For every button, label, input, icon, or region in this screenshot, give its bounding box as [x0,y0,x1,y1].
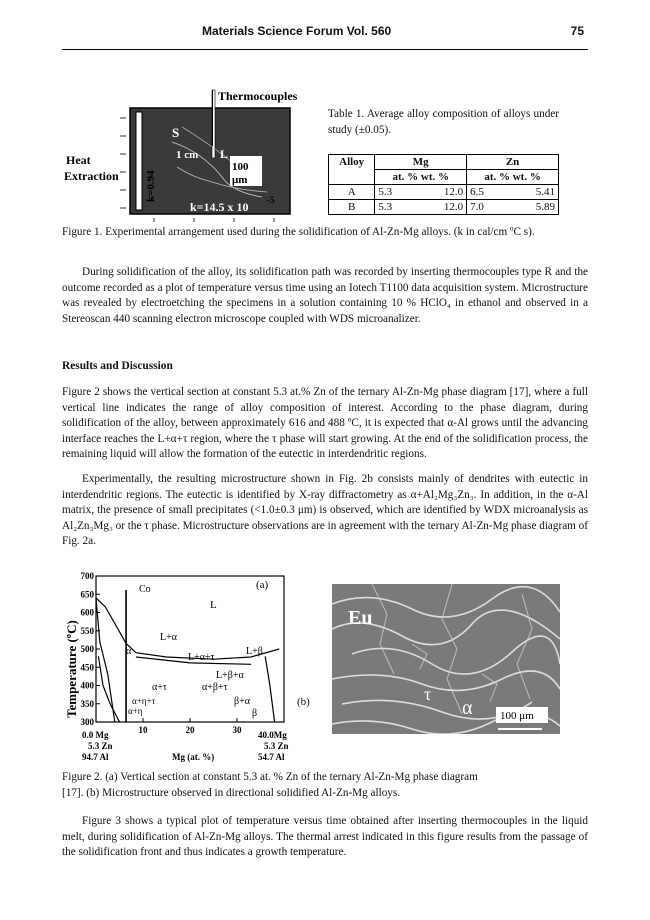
cell-zn-wt: 5.89 [535,201,555,213]
fig2a-xleft-1: 0.0 Mg [82,730,109,740]
section-heading: Results and Discussion [62,360,173,372]
figure1-arrangement [62,82,322,222]
table1-header-mg: Mg [375,155,467,170]
cell-mg-wt: 12.0 [443,201,464,213]
table-row [329,185,559,200]
y-tick-label: 550 [80,625,94,636]
table1-cell-zn [467,200,559,215]
micro-eu-label: Eu [348,607,373,629]
y-tick-label: 300 [80,717,94,727]
table1-header-zn-units: at. % wt. % [467,170,559,185]
figure2-caption-line2: [17]. (b) Microstructure observed in directional solidified Al-Zn-Mg alloys. [62,787,401,799]
journal-title: Materials Science Forum Vol. 560 [202,24,392,38]
table1-cell-mg [375,185,467,200]
table1-header-zn: Zn [467,155,559,170]
x-tick-label: 10 [138,725,148,735]
region-label: α+β+τ [202,682,228,693]
fig1-k-side: k=0.94 [145,170,157,202]
fig1-thermocouples-label: Thermocouples [218,89,298,103]
region-label: L+β+α [216,670,244,681]
figure2-caption-line1: Figure 2. (a) Vertical section at constant 5.3 at. % Zn of the ternary Al-Zn-Mg phase diagram [62,771,478,783]
region-label: L+α+τ [188,652,215,663]
y-tick-label: 350 [80,698,94,709]
region-label: L+β [246,646,263,657]
cell-mg-at: 5.3 [378,186,393,198]
table1-header-alloy: Alloy [329,155,375,185]
table1-cell-zn [467,185,559,200]
region-label: α+τ [152,682,167,693]
table1-caption: Table 1. Average alloy composition of alloys under study (±0.05). [328,108,559,136]
fig2a-panel-label: (a) [256,579,269,591]
region-label: α+η [128,706,143,716]
fig2a-co-label: Co [139,584,151,595]
page-number: 75 [570,24,584,38]
paragraph-microstructure: Experimentally, the resulting microstructure shown in Fig. 2b consists mainly of dendrites with eutectic in interdendritic regions. The eutectic is identified by X-ray diffractometry as α+Al₂Mg₃Zn₃. In addition, in the α-Al matrix, the presence of small precipitates (<1.0±0.3 μm) is observed, which are identified by WDX microanalysis as Al₂Zn₃Mg₃ or the τ phase. Microstructure observations are in agreement with the ternary Al-Zn-Mg phase diagram of Fig. 2a. [62,473,589,548]
fig1-dim-unit: μm [232,174,248,186]
fig1-scale-label: 1 cm [176,149,199,161]
table-row [329,200,559,215]
fig2a-xleft-3: 94.7 Al [82,752,109,762]
cell-zn-at: 6.5 [470,186,484,198]
cell-mg-wt: 12.0 [443,186,464,198]
fig1-l-label: L [220,147,229,161]
micro-scale-label: 100 μm [500,710,534,722]
fig1-k-bottom: k=14.5 x 10 [190,200,249,214]
header-rule [62,49,588,50]
fig2a-xright-2: 5.3 Zn [264,741,289,751]
figure2b-microstructure [332,584,560,734]
paragraph-figure3: Figure 3 shows a typical plot of temperature versus time obtained after inserting thermocouples in the liquid melt, during solidification of Al-Zn-Mg alloys. The thermal arrest indicated in this figure results from the passage of the solidification front and thus indicates a growth temperature. [62,815,588,859]
table1-cell-mg [375,200,467,215]
y-tick-label: 700 [80,571,94,581]
fig2a-xright-1: 40.0Mg [258,730,287,740]
y-tick-label: 450 [80,662,94,673]
region-label: β+α [234,696,250,707]
paragraph-results: Figure 2 shows the vertical section at constant 5.3 at.% Zn of the ternary Al-Zn-Mg phase diagram [17], where a full vertical line indicates the range of alloy composition of interest. According to the phase diagram, during solidification of the alloy, between approximately 616 and 488 ºC, it is expected that α-Al grows until the advancing interface reaches the L+α+τ region, where the τ phase will start growing. At the end of the solidification process, the remaining liquid will allow the formation of the eutectic in interdendritic regions. [62,386,588,461]
fig2a-ylabel: Temperature (ºC) [64,620,79,718]
fig2a-xlabel: Mg (at. %) [172,752,215,762]
y-tick-label: 400 [80,680,94,691]
series-solvus [98,656,119,722]
region-label: β [252,708,258,719]
region-label: α [126,646,132,657]
table1-header-mg-units: at. % wt. % [375,170,467,185]
x-tick-label: 30 [232,725,242,735]
figure1-caption: Figure 1. Experimental arrangement used during the solidification of Al-Zn-Mg alloys. (k in cal/cm ºC s). [62,226,535,238]
y-tick-label: 650 [80,589,94,600]
figure2b-panel-label: (b) [297,696,310,708]
running-header [62,22,588,40]
x-tick-label: 20 [185,725,195,735]
fig1-k-exponent: -5 [267,195,275,205]
series-liquidus-alpha [96,598,136,653]
fig1-s-label: S [172,125,180,140]
series-beta-boundary [265,656,274,722]
table1-cell: A [329,185,375,200]
fig1-dim-label: 100 [232,161,249,173]
micro-tau-label: τ [424,684,432,704]
table1 [328,154,559,215]
region-label: L+α [160,632,177,643]
table1-cell: B [329,200,375,215]
region-label: α+η+τ [132,696,156,706]
cell-zn-at: 7.0 [470,201,484,213]
micro-alpha-label: α [462,697,473,719]
fig1-extraction-label: Extraction [64,169,119,183]
fig2a-xleft-2: 5.3 Zn [88,741,113,751]
fig2a-xright-3: 54.7 Al [258,752,285,762]
cell-mg-at: 5.3 [378,201,393,213]
y-tick-label: 600 [80,607,94,618]
paragraph-methods: During solidification of the alloy, its solidification path was recorded by inserting thermocouples type R and the outcome recorded as a plot of temperature versus time using an Iotech T1100 data acquisition system. Microstructure was revealed by electroetching the specimens in a solution containing 10 % HClO₄ in ethanol and observed in a Stereoscan 440 scanning electron microscope coupled with WDS microanalizer. [62,266,588,325]
figure2a-phase-diagram [62,568,302,766]
region-label: L [210,599,217,611]
fig1-heat-label: Heat [66,153,91,167]
y-tick-label: 500 [80,644,94,654]
cell-zn-wt: 5.41 [535,186,555,198]
